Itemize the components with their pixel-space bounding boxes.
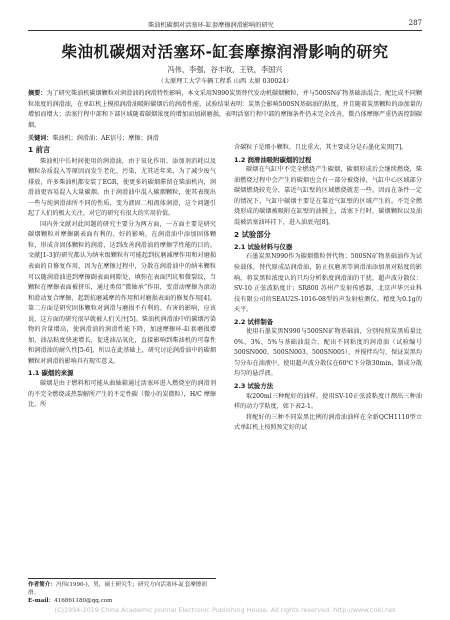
paper-title: 柴油机碳烟对活塞环-缸套摩擦润滑影响的研究 xyxy=(61,43,389,61)
paragraph: 国内外文献对此问题的研究主要分为两方面，一方面主要是研究碳烟颗粒对摩擦副表面有利的、好的影响，在润滑油中添加固体颗粒，形成含固体颗粒的润滑，达到改善润滑油的摩擦学性能的目的。文献[1-3]的研究都认为纳米级颗粒有可能起到抗磨减摩作用和对磨损表面的自修复作用，因为在摩擦过程中，分散在润滑油中的纳米颗粒可以随润滑油进到摩擦副表面间隙处，填弥在表面凹坑和微裂纹，当颗粒在摩擦表面被挤压，通过类似“微轴承”作用，变滑动摩擦为滚动和滑动复合摩擦，起到抗磨减摩的作用和对磨损表面的修复作用[4]。第二方面是研究固体颗粒对润滑与磨损不有利的、有害的影响，应该说，这方面的研究很早就被人们关注[5]。柴油机润滑油中的碳烟污染物的含量增高，使润滑油的润滑性能下降，加速摩擦环-缸套磨损增加，油品粘度快速增长，促进油品氧化，直接影响到柴油机的可靠性和润滑油的耐久性[5-6]，所以在此基础上，研究讨论润滑油中的碳烟颗粒对润滑的影响具有现实意义。 xyxy=(28,220,216,365)
page-number: 287 xyxy=(408,19,422,27)
author-bio xyxy=(28,581,216,597)
affiliation: （太原理工大学车辆工程系 山西 太原 030024） xyxy=(157,78,293,85)
abstract-text: 为了研究柴油机碳烟颗粒对润滑油的润滑特性影响，本文采用N990炭黑替代发动机碳烟颗粒，并与500SN矿物基础油混合，配比成不同颗粒浓度的润滑油，在单缸机上模拟润滑油吸附碳烟后的润滑性能，试验结果表明：炭黑会影响500SN基础油的粘度，并且随着炭黑颗粒的添加量的增加而增大；活塞行程中部和下部区域随着碳烟浓度的增加而加剧磨损，表明活塞行程中部的摩擦条件仍未完全改善，微凸体摩擦严重仍需控制碳烟。 xyxy=(28,90,422,129)
keywords-label: 关键词： xyxy=(28,135,53,142)
paragraph: 石墨炭黑N990作为碳烟微粒替代物；500SN矿物基础油作为试验载体，替代原成品润滑油，防止抗磨剂等润滑油添加剂对粘度的影响。将炭黑粒浓度认的只均分析粘度润滑油的干扰，超声波分散仪：SV-10 正弦波粘度计；SR800 苏州产发射传感器，北京声华兴业科技有限公司的SEAU2S-1016-08型的声发射检测仪，精度为0.1g的天平。 xyxy=(234,253,422,314)
paragraph: 含碳粒子是细小颗粒，且比重大，其主要成分是石墨化炭黑[7]。 xyxy=(234,144,408,151)
author-list: 冯伟，李强，谷丰收，王铁，李国兴 xyxy=(167,65,283,74)
email-address: 416861180@qq.com xyxy=(54,598,113,604)
copyright-watermark: (C)1994-2019 China Academic Journal Electronic Publishing House. All rights reserved. http://www.cnki.net xyxy=(54,606,396,614)
right-column xyxy=(234,143,422,434)
running-title: 柴油机碳烟对活塞环-缸套摩擦润滑影响的研究 xyxy=(148,22,274,29)
paragraph: 碳烟在气缸中不完全燃烧产生碳烟，碳烟形成后会继续燃烧，柴油燃烧过程中会产生的碳烟也会有一部分被烧掉，气缸中心区域部分碳烟燃烧较充分，靠近气缸壁的区域燃烧就差一些。因而在条件一定的情况下，气缸中碳烟主要是在靠近气缸壁的区域产生的。不完全燃烧形成的碳烟被吸附在缸壁的油膜上，活塞下行时，碳烟颗粒以及油混被活塞油环挂下，进入油底壳[8]。 xyxy=(234,166,422,226)
paragraph: 使用石墨炭黑N990与500SN矿物基础油，分别按照炭黑质量比0%、3%、5%与基础油混合，配出不同粘度的润滑油（试验编号500SN000、500SN003、500SN005），并搅拌均匀，保证炭黑均匀分布在油液中，使用超声波分散仪在60℃下分散30min，制成分散均匀的悬浮液。 xyxy=(234,328,422,378)
subsection-heading-sample-prep: 2.2 试样制备 xyxy=(234,317,274,326)
running-header xyxy=(28,18,422,31)
keywords xyxy=(28,133,422,142)
abstract-label: 摘要： xyxy=(28,90,47,97)
subsection-heading-method: 2.3 试验方法 xyxy=(234,382,274,391)
paragraph: 柴油机中长时间使用的润滑油，由于氧化作用、添加剂消耗以及颗粒杂质混入等原因而发生老化、污染，尤其近年来，为了减少废气排放，许多柴油机都安装了EGR，使更多的碳烟滞留在柴油机内，润滑油更容易混入大量碳烟。由于润滑油中混入碳烟颗粒，使其表现出一些与纯润滑油所不同的性质，变为液固二相流体润滑，这个问题引起了人们的极大关注，对它的研究有很大的实用价值。 xyxy=(28,157,216,218)
author-bio-label: 作者简介： xyxy=(28,582,56,588)
subsection-heading-materials: 2.1 试验材料与仪器 xyxy=(234,242,293,251)
author-bio-text: 冯伟(1990-)，男，硕士研究生；研究方向活塞环-缸套摩擦润滑。 xyxy=(28,582,208,596)
section-heading-intro: 1 前言 xyxy=(28,145,51,154)
subsection-heading-soot-source: 1.1 碳烟的来源 xyxy=(28,369,74,378)
left-column xyxy=(28,143,216,411)
paragraph: 碳烟是由于燃料和可能从曲轴箱通过活塞环进入燃烧室的润滑剂的不完全燃烧或热裂解所产生的不定性碳（微小的炭微粒），H/C 摩擦比，所 xyxy=(28,380,216,409)
abstract xyxy=(28,89,422,131)
email-label: E-mail： xyxy=(28,598,55,604)
author-email xyxy=(28,597,216,605)
section-heading-experiment: 2 试验部分 xyxy=(234,230,271,240)
subsection-heading-adsorption: 1.2 润滑油吸附碳烟的过程 xyxy=(234,155,312,164)
paragraph: 取200ml三种配好的油样，使用SV-10正弦波粘度计测出三种油样的动力学粘度，如下表2-1。 xyxy=(234,392,422,411)
paragraph: 将配好的三种不同炭黑比例的润滑油油样在全新QCH1110型立式单缸机上按照预定好的试 xyxy=(234,413,422,432)
keywords-text: 柴油机；润滑油；AE信号；摩擦；润滑 xyxy=(52,135,159,142)
author-footnote xyxy=(28,578,216,605)
